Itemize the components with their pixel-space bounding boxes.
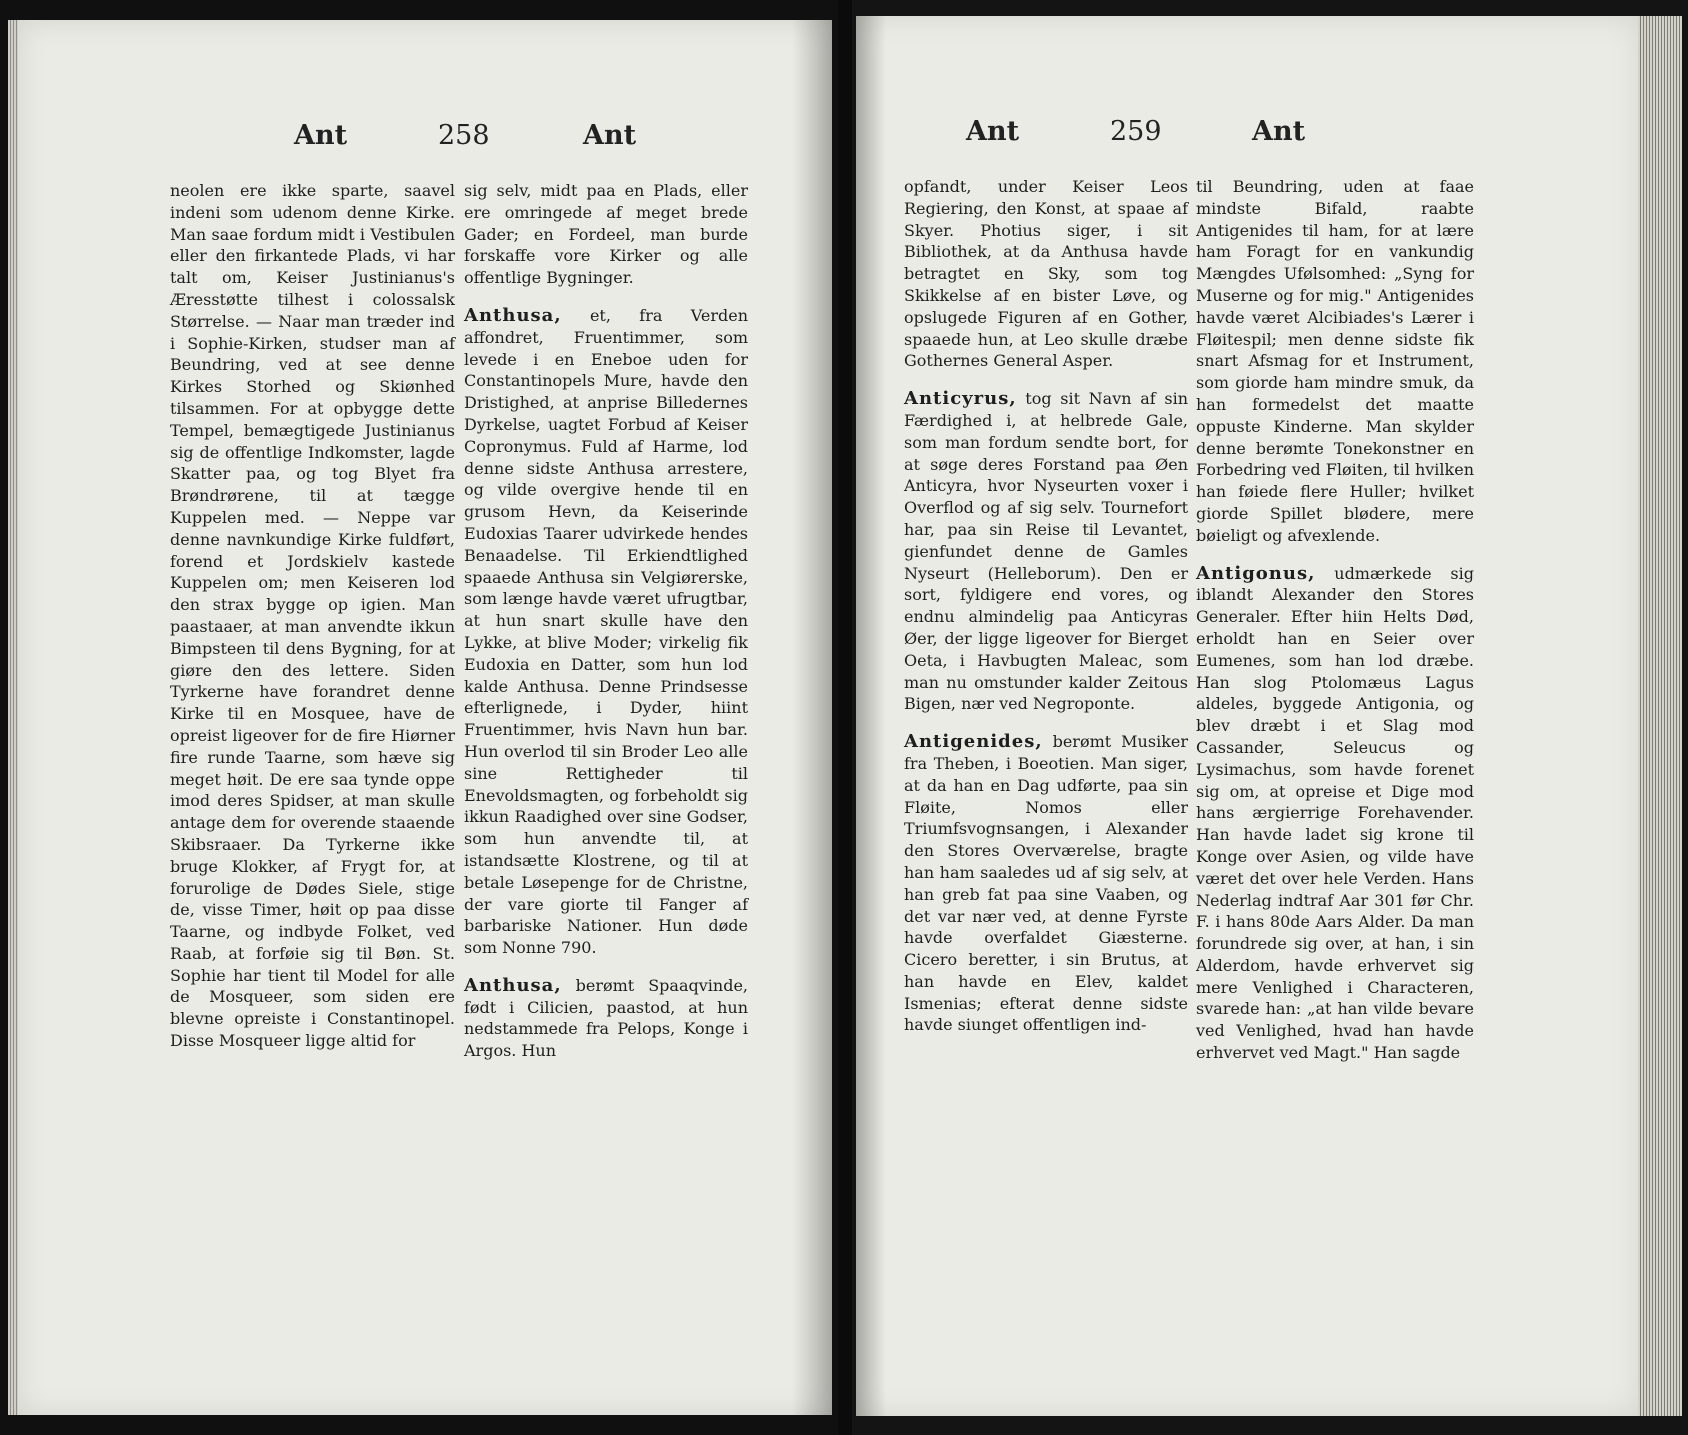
entry-anthusa-2 — [464, 975, 748, 1062]
header-left-keyword: Ant — [294, 120, 348, 151]
entry-antigenides — [904, 731, 1188, 1036]
headword: Anthusa, — [464, 304, 562, 326]
gutter-shadow — [856, 16, 886, 1416]
headword: Antigonus, — [1196, 562, 1316, 584]
header-left-keyword: Ant — [966, 116, 1020, 147]
paragraph — [904, 176, 1188, 372]
paragraph — [1196, 176, 1474, 547]
paragraph-text: til Beundring, uden at faae mindste Bifald, raabte Antigenides til ham, for at lære ham Foragt for en vankundig Mængdes Ufølsomhed: „Syng for Muserne og for mig." Antigenides havde været Alcibiades's Lærer i Fløitespil; men denne sidste fik snart Afsmag for et Instrument, som giorde ham mindre smuk, da han formedelst det maatte oppuste Kinderne. Man skylder denne berømte Tonekonstner en Forbedring ved Fløiten, til hvilken han føiede flere Huller; hvilket giorde Spillet blødere, mere bøieligt og afvexlende. — [1196, 177, 1474, 545]
left-page-scan — [0, 0, 838, 1435]
entry-antigonus — [1196, 563, 1474, 1064]
entry-text: et, fra Verden affondret, Fruentimmer, som levede i en Eneboe uden for Constantinopels Mure, havde den Dristighed, at anprise Billedernes Dyrkelse, uagtet Forbud af Keiser Copronymus. Fuld af Harme, lod denne sidste Anthusa arrestere, og vilde overgive hende til en grusom Hevn, da Keiserinde Eudoxias Taarer udvirkede hendes Benaadelse. Til Erkiendtlighed spaaede Anthusa sin Velgiørerske, som længe havde været ufrugtbar, at hun snart skulle have den Lykke, at blive Moder; virkelig fik Eudoxia en Datter, som hun lod kalde Anthusa. Denne Prindsesse efterlignede, i Dyder, hiint Fruentimmer, hvis Navn hun bar. Hun overlod til sin Broder Leo alle sine Rettigheder til Enevoldsmagten, og forbeholdt sig ikkun Raadighed over sine Godser, som hun anvendte til, at istandsætte Klostrene, og til at betale Løsepenge for de Christne, der vare giorte til Fanger af barbariske Nationer. Hun døde som Nonne 790. — [464, 305, 748, 958]
page-258 — [18, 20, 832, 1415]
header-right-keyword: Ant — [583, 120, 637, 151]
page-number: 258 — [438, 120, 490, 151]
right-page-scan — [852, 0, 1688, 1435]
running-head — [18, 120, 832, 164]
text-column-2 — [464, 180, 748, 1062]
paragraph — [464, 180, 748, 289]
page-number: 259 — [1110, 116, 1162, 147]
entry-text: udmærkede sig iblandt Alexander den Stores Generaler. Efter hiin Helts Død, erholdt han en Seier over Eumenes, som han lod dræbe. Han slog Ptolomæus Lagus aldeles, byggede Antigonia, og blev dræbt i et Slag mod Cassander, Seleucus og Lysimachus, som havde forenet sig om, at opreise et Dige mod hans ærgierrige Forehavender. Han havde ladet sig krone til Konge over Asien, og vilde have været det over hele Verden. Hans Nederlag indtraf Aar 301 før Chr. F. i hans 80de Aars Alder. Da man forundrede sig over, at han, i sin Alderdom, havde erhvervet sig mere Venlighed i Characteren, svarede han: „at han vilde bevare ved Venlighed, hvad han havde erhvervet ved Magt." Han sagde — [1196, 563, 1474, 1063]
headword: Antigenides, — [904, 731, 1043, 753]
headword: Anticyrus, — [904, 388, 1017, 410]
text-column-2 — [1196, 176, 1474, 1064]
entry-text: berømt Spaaqvinde, født i Cilicien, paastod, at hun nedstammede fra Pelops, Konge i Argos. Hun — [464, 975, 748, 1061]
entry-anthusa-1 — [464, 305, 748, 959]
paragraph: neolen ere ikke sparte, saavel indeni som udenom denne Kirke. Man saae fordum midt i Vestibulen eller den firkantede Plads, vi har talt om, Keiser Justinianus's Æresstøtte tilhest i colossalsk Størrelse. — Naar man træder ind i Sophie-Kirken, studser man af Beundring, ved at see denne Kirkes Storhed og Skiønhed tilsammen. For at opbygge dette Tempel, bemægtigede Justinianus sig de offentlige Indkomster, lagde Skatter paa, og tog Blyet fra Brøndrørene, til at tægge Kuppelen med. — Neppe var denne navnkundige Kirke fuldført, forend et Jordskielv kastede Kuppelen om; men Keiseren lod den strax bygge op igien. Man paastaaer, at man anvendte ikkun Bimpsteen til dens Bygning, for at giøre den des lettere. Siden Tyrkerne have forandret denne Kirke til en Mosquee, have de opreist ligeover for de fire Hiørner fire runde Taarne, som hæve sig meget høit. De ere saa tynde oppe imod deres Spidser, at man skulle antage dem for overende staaende Skibsraaer. Da Tyrkerne ikke bruge Klokker, af Frygt for, at forurolige de Dødes Siele, stige de, visse Timer, høit op paa disse Taarne, og indbyde Folket, ved Raab, at forføie sig til Bøn. St. Sophie har tient til Model for alle de Mosqueer, som siden ere blevne opreiste i Constantinopel. Disse Mosqueer ligge altid for — [170, 181, 455, 1051]
running-head — [856, 116, 1640, 160]
page-259 — [856, 16, 1640, 1416]
gutter-shadow — [792, 20, 832, 1415]
page-edges — [1638, 16, 1682, 1416]
paragraph-text: sig selv, midt paa en Plads, eller ere omringede af meget brede Gader; en Fordeel, man burde forskaffe vore Kirker og alle offentlige Bygninger. — [464, 181, 748, 288]
entry-anticyrus — [904, 388, 1188, 715]
header-right-keyword: Ant — [1252, 116, 1306, 147]
text-column-1 — [904, 176, 1188, 1036]
text-column-1 — [170, 180, 455, 1052]
entry-text: berømt Musiker fra Theben, i Boeotien. Man siger, at da han en Dag udførte, paa sin Fløite, Nomos eller Triumfsvognsangen, i Alexander den Stores Overværelse, bragte han ham saaledes ud af sig selv, at han greb fat paa sine Vaaben, og det var nær ved, at denne Fyrste havde overfaldet Giæsterne. Cicero beretter, i sin Brutus, at han havde en Elev, kaldet Ismenias; efterat denne sidste havde siunget offentligen ind- — [904, 732, 1188, 1035]
headword: Anthusa, — [464, 974, 562, 996]
paragraph-text: opfandt, under Keiser Leos Regiering, den Konst, at spaae af Skyer. Photius siger, i sit Bibliothek, at da Anthusa havde betragtet en Sky, som tog Skikkelse af en bister Løve, og opslugede Figuren af en Gother, spaaede hun, at Leo skulle dræbe Gothernes General Asper. — [904, 177, 1188, 371]
entry-text: tog sit Navn af sin Færdighed i, at helbrede Gale, som man fordum sendte bort, for at søge deres Forstand paa Øen Anticyra, hvor Nyseurten voxer i Overflod og af sig selv. Tournefort har, paa sin Reise til Levantet, gienfundet denne de Gamles Nyseurt (Helleborum). Den er sort, fyldigere end vores, og endnu almindelig paa Anticyras Øer, der ligge ligeover for Bierget Oeta, i Havbugten Maleac, som man nu omstunder kalder Zeitous Bigen, nær ved Negroponte. — [904, 389, 1188, 714]
